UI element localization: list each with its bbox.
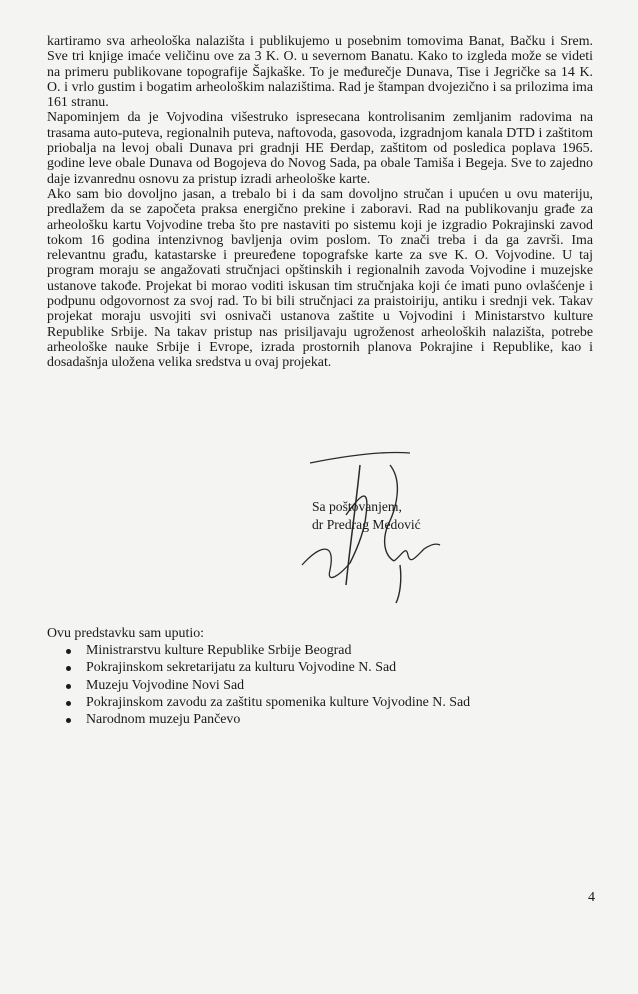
recipient-item: Narodnom muzeju Pančevo [47,711,593,728]
signature-closing: Sa poštovanjem, [312,499,402,514]
recipient-item: Ministrarstvu kulture Republike Srbije Beograd [47,642,593,659]
page-number: 4 [588,890,595,905]
signature-block [312,498,432,534]
recipient-item: Muzeju Vojvodine Novi Sad [47,677,593,694]
paragraph-2: Napominjem da je Vojvodina višestruko ispresecana kontrolisanim zemljanim radovima na trasama auto-puteva, regionalnih puteva, naftovoda, gasovoda, izgradnjom kanala DTD i zaštitom priobalja na levoj obali Dunava pri gradnji HE Đerdap, zaštitom od posledica poplava 1965. godine leve obale Dunava od Bogojeva do Novog Sada, pa obale Tamiša i Begeja. Sve to zajedno daje izvanrednu osnovu za pristup izradi arheološke karte. [47,110,593,187]
recipients-intro: Ovu predstavku sam uputio: [47,626,205,641]
recipients-list [47,642,593,728]
body-text [47,34,593,371]
paragraph-3: Ako sam bio dovoljno jasan, a trebalo bi i da sam dovoljno stručan i upućen u ovu materiju, predlažem da se započeta praksa energično prekine i zaboravi. Rad na publikovanju građe za arheološku kartu Vojvodine treba što pre nastaviti po sistemu koji je izgradio Pokrajinski zavod tokom 16 godina intenzivnog bavljenja ovim poslom. To znači treba i da ga završi. Ima relevantnu građu, katastarske i preuređene topografske karte za sve K. O. Vojvodine. U taj program moraju se angažovati stručnjaci opštinskih i regionalnih zavoda Vojvodine i muzejske ustanove takođe. Projekat bi morao voditi iskusan tim stručnjaka koji će imati puno ovlašćenje i podpunu odgovornost za svoj rad. To bi bili stručnjaci za praistoiriju, antiku i srednji vek. Takav projekat moraju usvojiti svi osnivači ustanova zaštite u Vojvodini i Ministarstvo kulture Republike Srbije. Na takav pristup nas prisiljavaju ugroženost arheoloških nalazišta, potrebe arheološke nauke Srbije i Evrope, izrada prostornih planova Pokrajine i Republike, kao i dosadašnja uložena velika sredstva u ovaj projekat. [47,186,593,371]
paragraph-1: kartiramo sva arheološka nalazišta i publikujemo u posebnim tomovima Banat, Bačku i Srem. Sve tri knjige imaće veličinu ove za 3 K. O. u severnom Banatu. Kako to izgleda može se videti na primeru publikovane topografije Šajkaške. To je međurečje Dunava, Tise i Jegričke sa 14 K. O. i vrlo gustim i bogatim arheološkim nalazištima. Rad je štampan dvojezično i sa prilozima ima 161 stranu. [47,34,593,111]
recipient-item: Pokrajinskom sekretarijatu za kulturu Vojvodine N. Sad [47,659,593,676]
recipient-item: Pokrajinskom zavodu za zaštitu spomenika kulture Vojvodine N. Sad [47,694,593,711]
signature-name: dr Predrag Medović [312,517,421,532]
recipients-section [47,625,593,728]
